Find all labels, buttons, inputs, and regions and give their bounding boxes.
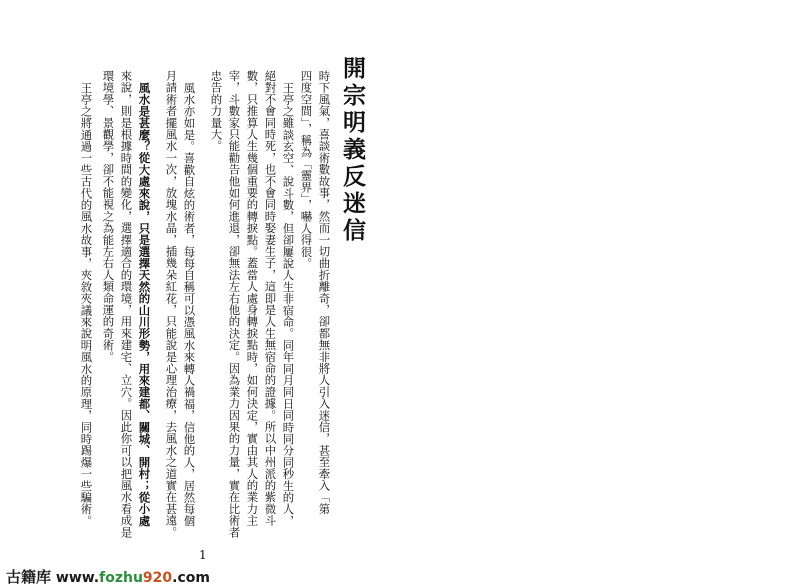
watermark-suffix: .com <box>172 570 210 586</box>
watermark-green: fozhu <box>99 570 143 586</box>
text-column-13: 王亭之將通過一些古代的風水故事，夾敘夾議來說明風水的原理，同時踢爆一些騙術。 <box>79 82 94 527</box>
text-column-1: 時下風氣，喜談術數故事，然而一切曲折離奇，卻都無非將人引入迷信，甚至牽入「第 <box>317 70 332 515</box>
watermark-cn: 古籍库 <box>6 568 52 586</box>
text-column-8: 風水亦如是。喜歡自炫的術者，每每自稱可以憑風水來轉人禍福，信他的人，居然每個 <box>182 82 197 527</box>
text-column-7: 忠告的力量大。 <box>209 70 224 152</box>
text-column-4: 絕對不會同時死，也不會同時娶妻生子，這即是人生無宿命的證據。所以中州派的紫微斗 <box>263 70 278 527</box>
text-column-3: 王亭之雖談玄空、說斗數，但卻屢說人生非宿命。同年同月同日同時同分同秒生的人， <box>281 82 296 527</box>
text-column-6: 宰，斗數家只能勸告他如何進退，卻無法左右他的決定。因為業力因果的力量，實在比術者 <box>227 70 242 538</box>
watermark-orange: 920 <box>142 570 173 586</box>
site-watermark <box>6 566 210 587</box>
text-column-5: 數，只推算人生幾個重要的轉捩點。蓋當人處身轉捩點時，如何決定，實由其人的業力主 <box>245 70 260 527</box>
page-number: 1 <box>199 548 207 562</box>
text-column-9: 月請術者擺風水一次，放塊水晶，插幾朵紅花，只能說是心理治療，去風水之道實在甚遠。 <box>164 70 179 538</box>
text-column-10: 風水是甚麼？從大處來說，只是選擇天然的山川形勢，用來建都、關城、開村；從小處 <box>137 82 152 527</box>
text-column-12: 環境學、景觀學，卻不能視之為能左右人類命運的奇術。 <box>101 70 116 363</box>
page-title: 開宗明義反迷信 <box>339 56 366 245</box>
text-column-2: 四度空間」，稱為「靈界」，嚇人得很。 <box>299 70 314 270</box>
watermark-prefix: www. <box>51 570 100 586</box>
text-column-11: 來說，則是根據時間的變化，選擇適合的環境，用來建宅、立穴。因此你可以把風水看成是 <box>119 70 134 538</box>
